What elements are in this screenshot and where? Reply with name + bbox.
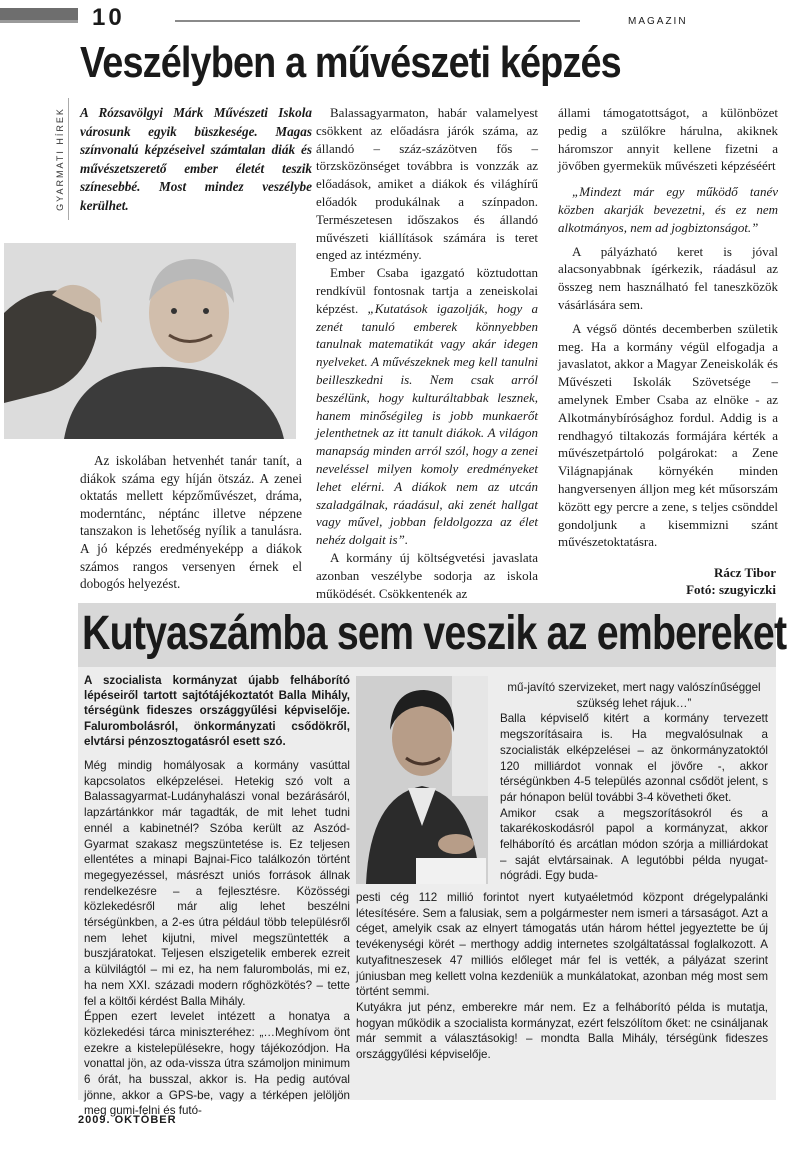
article1-paragraph: A pályázható keret is jóval alacsonyabbnak ígérkezik, ráadásul az összeg nem használható fel taneszközök vásárlására sem. bbox=[558, 243, 778, 312]
article2-paragraph: pesti cég 112 millió forintot nyert kutyaéletmód központ drégelypalánki létesítésére. Sem a falusiak, sem a polgármester nem ismeri a társaságot. Azt a céget, amelyik csak az elnyert támogatás után három héttel jegyeztette be új tevékenységi körét – merthogy addig internetes szolgáltatással foglalkozott. A kutyafitneszesek 47 milliós előleget már fel is vették, a pályázat szerint júniusban meg kellett volna kezdeniük a munkálatokat, azonban még most sem történt semmi. bbox=[356, 891, 768, 999]
article2-paragraph: mű-javító szervizeket, mert nagy valószínűséggel szükség lehet rájuk…” bbox=[507, 681, 761, 710]
article1-col1-body: Az iskolában hetvenhét tanár tanít, a diákok száma egy híján ötszáz. A zenei oktatás mellett képzőművészet, dráma, moderntánc, néptánc illetve népzene tanszakon is lehetőség nyílik a tanulásra. A jó képzés eredményeképp a diákok számos rangos versenyen érnek el dobogós helyezést. bbox=[80, 453, 302, 592]
article2-photo bbox=[356, 676, 488, 884]
article2-paragraph: Balla képviselő kitért a kormány tervezett megszorításaira is. Ha megvalósulnak a szocialisták elképzelései – az önkormányzatoktól 120 milliárdot vonnak el jövőre -, akkor térségünkben 4-5 település azonnal csődöt jelent, s pár hónapon belül további 3-4 követheti őket. bbox=[500, 712, 768, 804]
article1-title: Veszélyben a művészeti képzés bbox=[80, 38, 621, 87]
article1-text: Ember Csaba igazgató köztudottan rendkívül fontosnak tartja a zeneiskolai képzést. bbox=[316, 265, 538, 316]
article2-col2-continued bbox=[356, 890, 768, 1063]
article1-paragraph: A végső döntés decemberben születik meg. Ha a kormány végül elfogadja a javaslatot, akkor a Magyar Zeneiskolák és Művészeti Iskolák Szövetsége – amelynek Ember Csaba az elnöke - az Alkotmánybírósághoz fordul. Addig is a rendhagyó tiltakozás formájára kérték a művészetpártoló polgárokat: a Zene Világnapjának környékén minden hangversenyen álljon meg két műsorszám között egy percre a zene, s teljes csönddel gondoljunk a kisemmizni szánt művészetoktatásra. bbox=[558, 320, 778, 550]
article1-paragraph: A kormány új költségvetési javaslata azonban veszélybe sodorja az iskola működését. Csökkentenék az bbox=[316, 549, 538, 601]
photo-credit: Fotó: szugyiczki bbox=[686, 582, 776, 597]
article1-col3 bbox=[558, 104, 778, 551]
article1-col2 bbox=[316, 104, 538, 602]
article2-col1 bbox=[84, 758, 350, 1119]
article2-lead: A szocialista kormányzat újabb felháborító lépéseiről tartott sajtótájékoztatót Balla Mihály, térségünk fideszes országgyűlési képviselője. Falurombolásról, önkormányzati csődökről, elvtársi pénzosztogatásról esett szó. bbox=[84, 674, 350, 748]
article1-paragraph: Balassagyarmaton, habár valamelyest csökkent az előadásra járók száma, az állandó – száz-százötven fős – törzsközönséget továbbra is vonzzák az előadások, amiket a diákok és világhírű előadók produkálnak a színpadon. Természetesen időszakos és állandó művészeti kiállítások számára is teret enged az intézmény. bbox=[316, 105, 538, 263]
article1-paragraph: állami támogatottságot, a különbözet pedig a szülőkre hárulna, akiknek háromszor annyit kellene fizetni a jövőben gyermekük művészeti képzéséért bbox=[558, 105, 778, 174]
article2-col2 bbox=[500, 680, 768, 884]
article1-paragraph bbox=[316, 264, 538, 549]
article1-quote: „Mindezt már egy működő tanév közben akarják bevezetni, és ez nem alkotmányos, nem ad jogbiztonságot.” bbox=[558, 184, 778, 235]
article2-paragraph: Amikor csak a megszorításokról és a takarékoskodásról papol a kormányzat, akkor felháborító és arcátlan módon szórja a milliárdokat – saját elvtársainak. A legutóbbi példa nyugat-nógrádi. Egy buda- bbox=[500, 806, 768, 883]
byline bbox=[686, 564, 776, 598]
section-label: GYARMATI HÍREK bbox=[55, 107, 65, 211]
article1-lead: A Rózsavölgyi Márk Művészeti Iskola városunk egyik büszkesége. Magas színvonalú képzéseivel számtalan diák és művészetszerető ember életét teszik színesebbé. Most mindez veszélybe kerülhet. bbox=[80, 105, 312, 213]
section-rule bbox=[68, 98, 69, 220]
page-number: 10 bbox=[92, 4, 125, 31]
article2-title: Kutyaszámba sem veszik az embereket bbox=[82, 607, 787, 660]
author: Rácz Tibor bbox=[714, 565, 776, 580]
header-bar bbox=[0, 8, 78, 23]
article1-quote: „Kutatások igazolják, hogy a zenét tanuló emberek könnyebben tanulnak matematikát vagy akár idegen nyelveket. A művészeknek meg kell tanulni beilleszkedni is. Nem csak arról beszélünk, hogy kulturáltabbak lesznek, hanem minőségileg is jobb munkaerőt jelenthetnek az itt tanult diákok. A világon manapság minden arról szól, hogy a zenei neveléssel milyen komoly eredményeket lehet elérni. A diákok nem az utcán szaladgálnak, ráadásul, aki zenét hallgat vagy művel, jobban feldolgozza az élet nehéz dolgait is”. bbox=[316, 300, 538, 548]
article2-paragraph: Kutyákra jut pénz, emberekre már nem. Ez a felháborító példa is mutatja, hogyan működik a szocialista kormányzat, ezért felszólítom őket: ne csináljanak már semmit a választásokig! – mondta Balla Mihály, térségünk fideszes országgyűlési képviselője. bbox=[356, 1000, 768, 1062]
header-rule bbox=[175, 20, 580, 22]
issue-date: 2009. OKTÓBER bbox=[78, 1114, 177, 1126]
article2-paragraph: Éppen ezert levelet intézett a honatya a közlekedési tárca miniszteréhez: „…Meghívom önt ezekre a kistelepülésekre, hogy tájékozódjon. Ha vonattal jön, az oda-vissza útra számoljon minimum 6 órát, ha busszal, akkor is. Ha pedig autóval jönne, akkor a GPS-be, vagy a térképen jelöljön meg gumi-felni és futó- bbox=[84, 1010, 350, 1118]
article2-paragraph: Még mindig homályosak a kormány vasúttal kapcsolatos elképzelései. Hetekig szó volt a Balassagyarmat-Ludányhalászi vonal bezárásáról, lapzártánkkor már tagadták, de mit lehet tudni ennél a kabinetnél? Szóba került az Aszód-Gyarmat szakasz megszüntetése is. Ez teljesen ellentétes a minapi Bajnai-Fico találkozón történt megegyezéssel, másrészt uniós források állnak rendelkezésre – a fejlesztésre. Közösségi közlekedésről már alig lehet beszélni térségünkben, a 2-es útra például több településről nem lehet kijutni, mivel megszüntették a buszjáratokat. Teljesen elszigetelik emberek ezreit a külvilágtól – mi ez, ha nem falurombolás, mi ez, ha nem XXI. századi modern rőghözkötés? – tette fel a költői kérdést Balla Mihály. bbox=[84, 759, 350, 1008]
section-name: MAGAZIN bbox=[628, 16, 688, 27]
article1-photo bbox=[4, 243, 296, 439]
